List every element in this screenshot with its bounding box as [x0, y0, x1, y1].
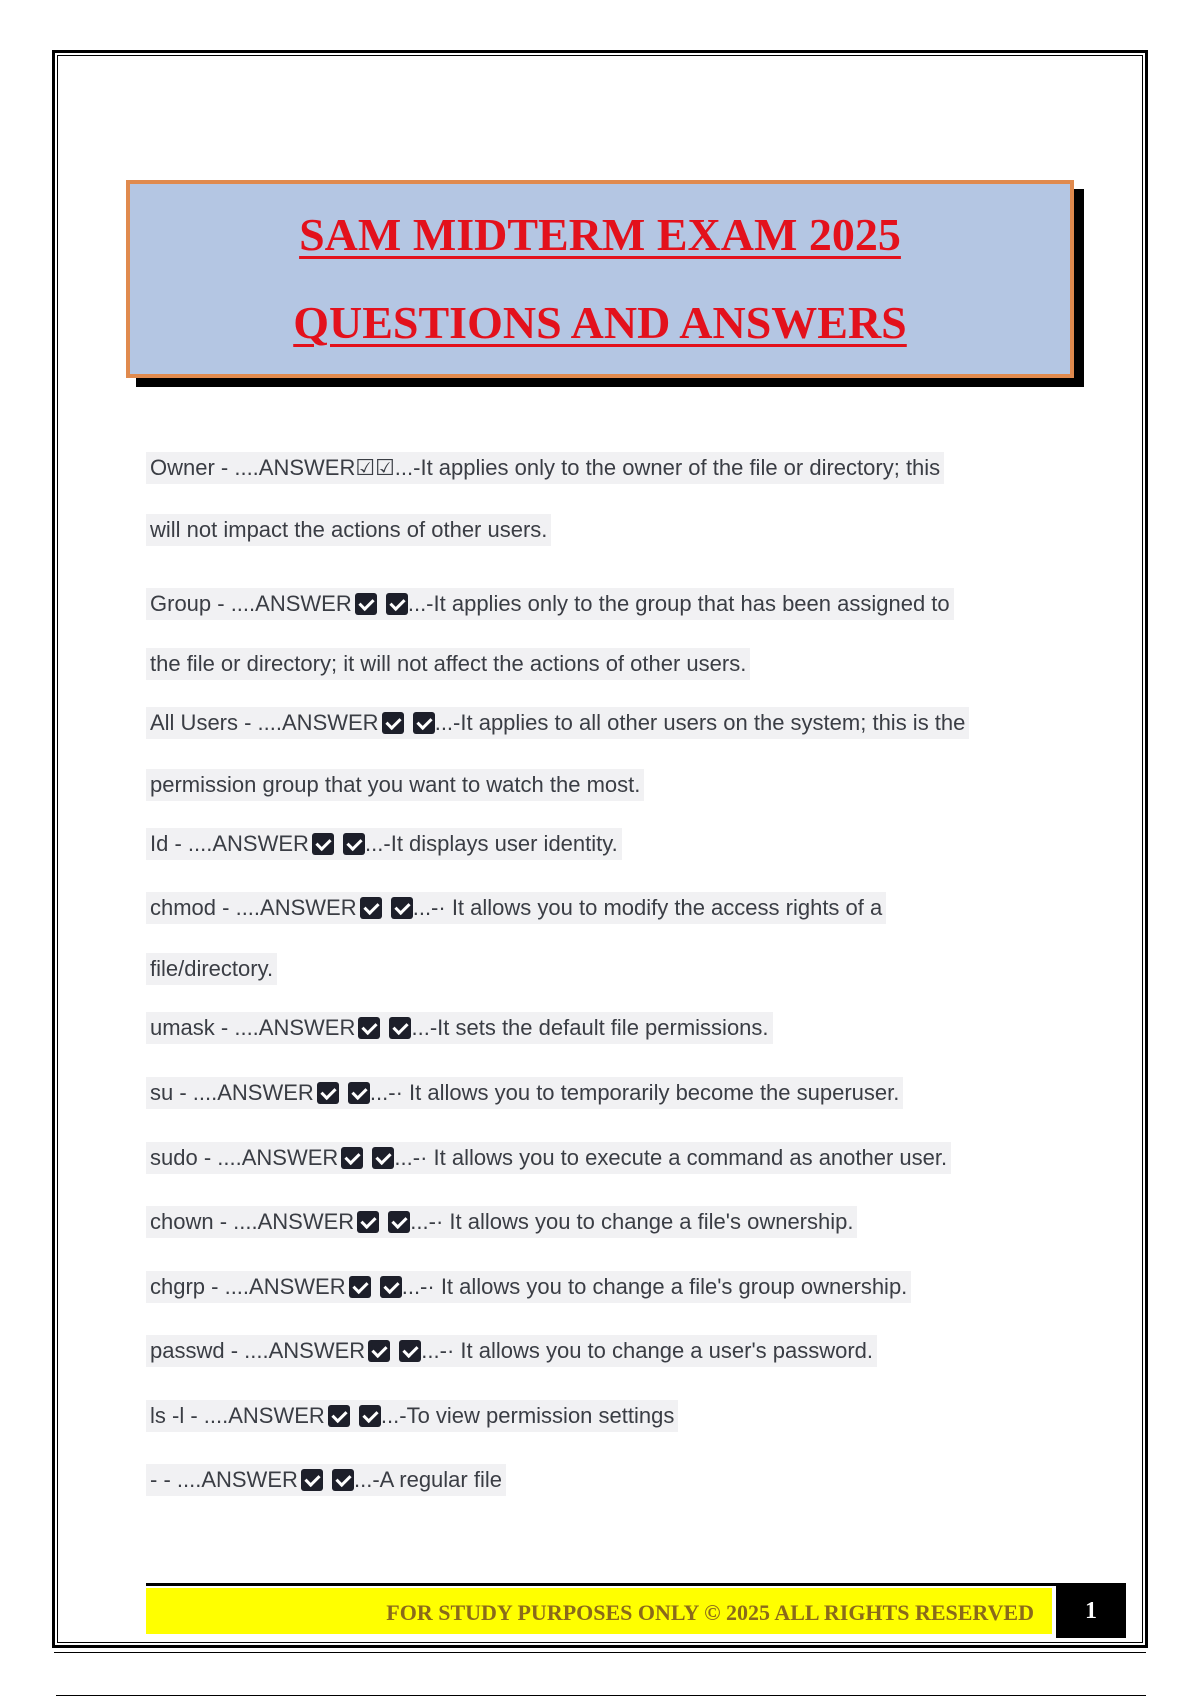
qa-answer: ...-· It allows you to change a file's group ownership.: [401, 1274, 908, 1299]
page-edge-rule: [56, 1695, 1146, 1696]
qa-answer: ...-· It allows you to modify the access rights of a: [412, 895, 883, 920]
footer-banner: [146, 1588, 1052, 1634]
qa-text-line: the file or directory; it will not affect the actions of other users.: [146, 648, 750, 680]
qa-text-line: Owner - ....ANSWER☑☑...-It applies only to the owner of the file or directory; this: [146, 452, 944, 484]
qa-answer: ...-It applies to all other users on the system; this is the: [434, 710, 966, 735]
qa-term: All Users - ....ANSWER: [150, 710, 379, 735]
qa-answer: ...-· It allows you to change a user's password.: [421, 1338, 874, 1363]
qa-answer: ...-· It allows you to change a file's ownership.: [410, 1209, 854, 1234]
qa-term: ls -l - ....ANSWER: [150, 1403, 325, 1428]
qa-answer: ...-· It allows you to execute a command as another user.: [394, 1145, 948, 1170]
qa-answer: ...-It sets the default file permissions.: [411, 1015, 769, 1040]
qa-answer: ...-To view permission settings: [380, 1403, 675, 1428]
qa-term: - - ....ANSWER: [150, 1467, 298, 1492]
checkbox-icon: [332, 1469, 354, 1491]
footer-text: FOR STUDY PURPOSES ONLY © 2025 ALL RIGHTS RESERVED: [386, 1600, 1034, 1625]
qa-term: chown - ....ANSWER: [150, 1209, 355, 1234]
checkbox-icon: [372, 1147, 394, 1169]
qa-term: Id - ....ANSWER: [150, 831, 309, 856]
qa-term: passwd - ....ANSWER: [150, 1338, 366, 1363]
checkbox-icon: [328, 1405, 350, 1427]
title-box: [126, 180, 1074, 378]
checkbox-icon: [359, 1405, 381, 1427]
qa-text-line: will not impact the actions of other users.: [146, 514, 551, 546]
qa-text-line: file/directory.: [146, 953, 277, 985]
checkbox-icon: [343, 833, 365, 855]
qa-term: umask - ....ANSWER: [150, 1015, 356, 1040]
checkbox-icon: [413, 712, 435, 734]
checkbox-icon: [380, 1276, 402, 1298]
checkbox-icon: [391, 897, 413, 919]
qa-answer: ...-A regular file: [354, 1467, 502, 1492]
checkbox-icon: [312, 833, 334, 855]
checkbox-icon: [360, 897, 382, 919]
qa-answer: ...-It displays user identity.: [365, 831, 618, 856]
qa-term: chgrp - ....ANSWER: [150, 1274, 346, 1299]
title-line-2: QUESTIONS AND ANSWERS: [293, 297, 907, 348]
checkbox-icon: [399, 1340, 421, 1362]
title-line-1: SAM MIDTERM EXAM 2025: [299, 209, 901, 260]
checkbox-icon: [389, 1017, 411, 1039]
checkbox-icon: [355, 593, 377, 615]
checkbox-icon: [388, 1211, 410, 1233]
checkbox-icon: [348, 1082, 370, 1104]
qa-text-line: permission group that you want to watch the most.: [146, 769, 644, 801]
page-number: 1: [1056, 1586, 1126, 1638]
qa-answer: ...-· It allows you to temporarily become the superuser.: [369, 1080, 900, 1105]
qa-answer: ...-It applies only to the group that has been assigned to: [407, 591, 950, 616]
checkbox-icon: [317, 1082, 339, 1104]
checkbox-icon: [349, 1276, 371, 1298]
qa-term: sudo - ....ANSWER: [150, 1145, 339, 1170]
checkbox-icon: [382, 712, 404, 734]
checkbox-icon: [358, 1017, 380, 1039]
qa-term: Group - ....ANSWER: [150, 591, 352, 616]
checkbox-icon: [368, 1340, 390, 1362]
bottom-rule: [54, 1652, 1146, 1653]
checkbox-icon: [357, 1211, 379, 1233]
footer-rule: [146, 1583, 1126, 1586]
qa-term: su - ....ANSWER: [150, 1080, 314, 1105]
qa-term: chmod - ....ANSWER: [150, 895, 357, 920]
checkbox-icon: [386, 593, 408, 615]
checkbox-icon: [301, 1469, 323, 1491]
checkbox-icon: [341, 1147, 363, 1169]
